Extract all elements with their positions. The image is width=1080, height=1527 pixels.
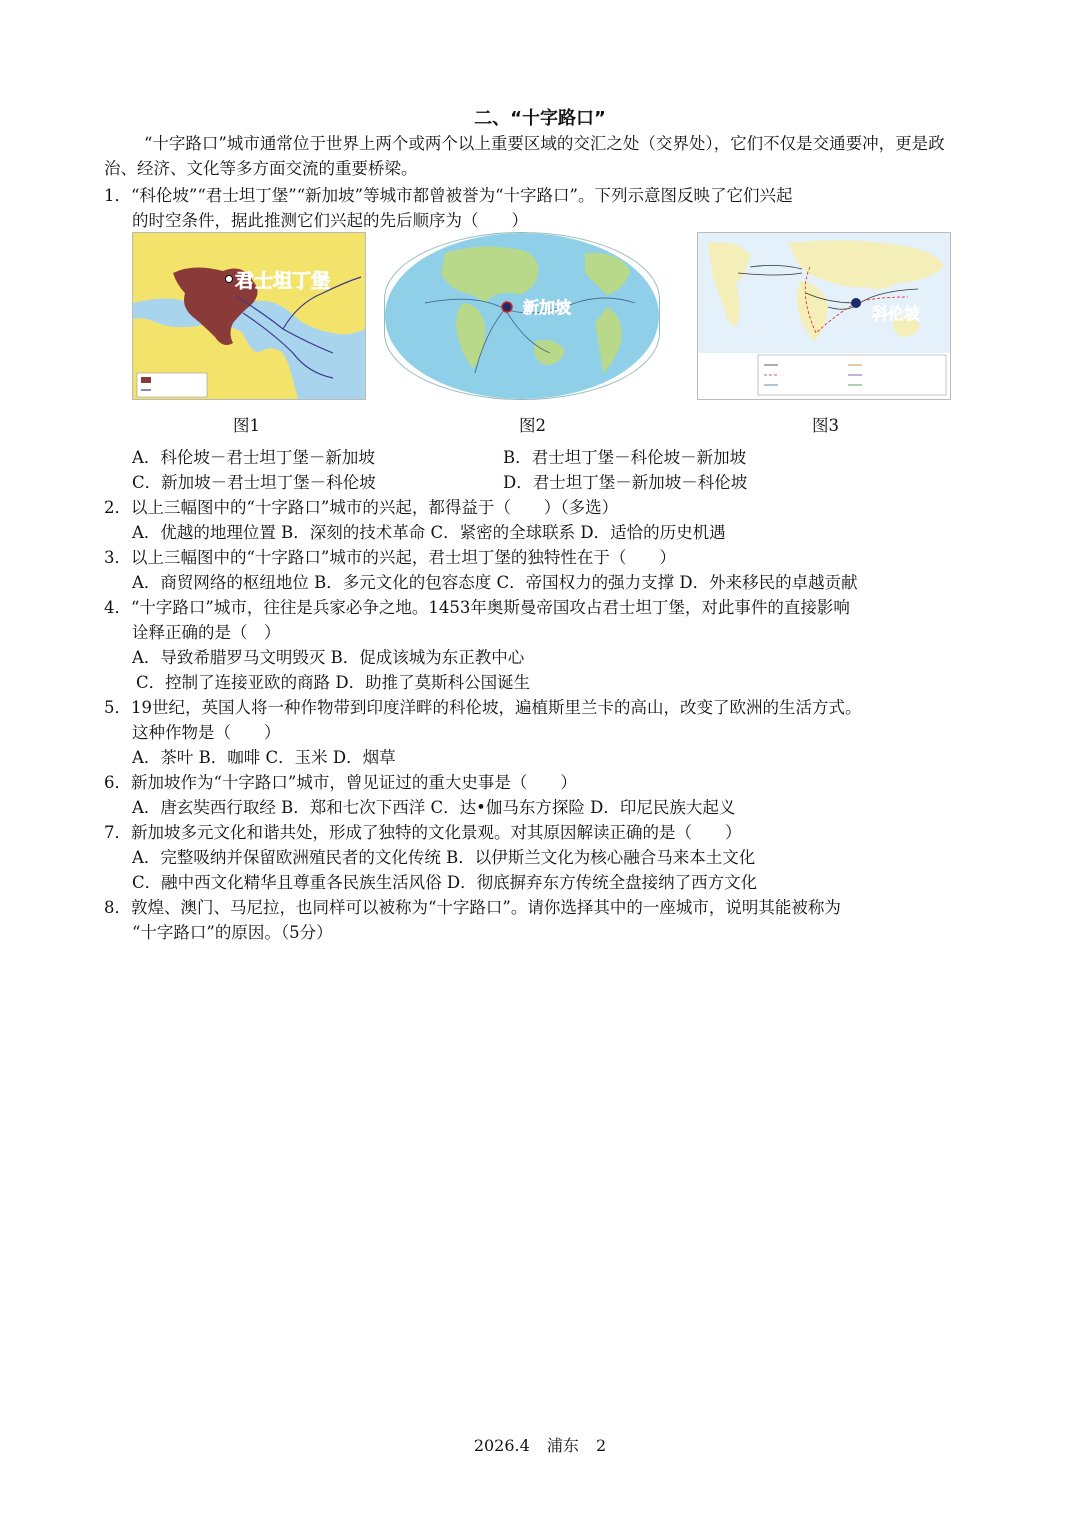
footer-page-number: 2 [596,1436,607,1455]
q8-stem-line2: “十字路口”的原因。（5分） [132,923,333,942]
q5-options: A．茶叶 B．咖啡 C．玉米 D．烟草 [132,748,396,767]
intro-paragraph: “十字路口”城市通常位于世界上两个或两个以上重要区域的交汇之处（交界处），它们不仅是交通要冲，更是政治、经济、文化等多方面交流的重要桥梁。 [104,134,945,178]
q1-stem-line1: 1．“科伦坡”“君士坦丁堡”“新加坡”等城市都曾被誉为“十字路口”。下列示意图反映了它们兴起 [104,186,793,205]
fig1-legend-swatch [141,377,151,383]
figure-row [132,232,952,402]
footer-date: 2026.4 [473,1436,530,1455]
section-title: 二、“十字路口” [474,108,606,129]
fig1-legend-box [137,373,207,397]
figure-2-caption: 图2 [519,416,546,435]
figure-2-map [384,232,660,400]
figure-1-svg [133,233,365,399]
figure-2-svg [385,233,659,399]
q4-stem-line2: 诠释正确的是（ ） [132,623,281,642]
figure-1-caption: 图1 [233,416,260,435]
figure-3-caption: 图3 [812,416,839,435]
q4-options-ab: A．导致希腊罗马文明毁灭 B．促成该城为东正教中心 [132,648,525,667]
q5-stem-line1: 5．19世纪，英国人将一种作物带到印度洋畔的科伦坡，遍植斯里兰卡的高山，改变了欧洲的生活方式。 [104,698,862,717]
fig1-city-label: 君士坦丁堡 [235,270,331,292]
q4-options-cd: C．控制了连接亚欧的商路 D．助推了莫斯科公国诞生 [136,673,531,692]
q6-stem: 6．新加坡作为“十字路口”城市，曾见证过的重大史事是（ ） [104,773,577,792]
fig1-city-marker [226,276,233,283]
q1-option-b: B．君士坦丁堡－科伦坡－新加坡 [503,448,747,467]
q3-options: A．商贸网络的枢纽地位 B．多元文化的包容态度 C．帝国权力的强力支撑 D．外来移民的卓越贡献 [132,573,858,592]
q3-stem: 3．以上三幅图中的“十字路口”城市的兴起，君士坦丁堡的独特性在于（ ） [104,548,676,567]
q2-stem: 2．以上三幅图中的“十字路口”城市的兴起，都得益于（ ）（多选） [104,498,619,517]
fig2-city-label: 新加坡 [523,298,572,317]
q4-stem-line1: 4．“十字路口”城市，往往是兵家必争之地。1453年奥斯曼帝国攻占君士坦丁堡，对此事件的直接影响 [104,598,850,617]
q1-option-c: C．新加坡－君士坦丁堡－科伦坡 [132,473,376,492]
q2-options: A．优越的地理位置 B．深刻的技术革命 C．紧密的全球联系 D．适恰的历史机遇 [132,523,726,542]
q1-option-d: D．君士坦丁堡－新加坡－科伦坡 [503,473,748,492]
page-footer [0,1433,1080,1456]
q1-stem-line2: 的时空条件，据此推测它们兴起的先后顺序为（ ） [132,211,528,230]
q7-options-ab: A．完整吸纳并保留欧洲殖民者的文化传统 B．以伊斯兰文化为核心融合马来本土文化 [132,848,756,867]
fig3-city-label: 科伦坡 [872,304,921,323]
figure-3-map [697,232,951,400]
q6-options: A．唐玄奘西行取经 B．郑和七次下西洋 C．达•伽马东方探险 D．印尼民族大起义 [132,798,736,817]
q7-options-cd: C．融中西文化精华且尊重各民族生活风俗 D．彻底摒弃东方传统全盘接纳了西方文化 [132,873,758,892]
figure-1-map [132,232,366,400]
fig2-city-marker [502,302,512,312]
q5-stem-line2: 这种作物是（ ） [132,723,281,742]
fig3-city-marker [851,298,861,308]
figure-3-svg [698,233,950,399]
q7-stem: 7．新加坡多元文化和谐共处，形成了独特的文化景观。对其原因解读正确的是（ ） [104,823,742,842]
q1-option-a: A．科伦坡－君士坦丁堡－新加坡 [132,448,375,467]
q8-stem-line1: 8．敦煌、澳门、马尼拉，也同样可以被称为“十字路口”。请你选择其中的一座城市，说明其能被称为 [104,898,841,917]
footer-place: 浦东 [546,1436,579,1455]
